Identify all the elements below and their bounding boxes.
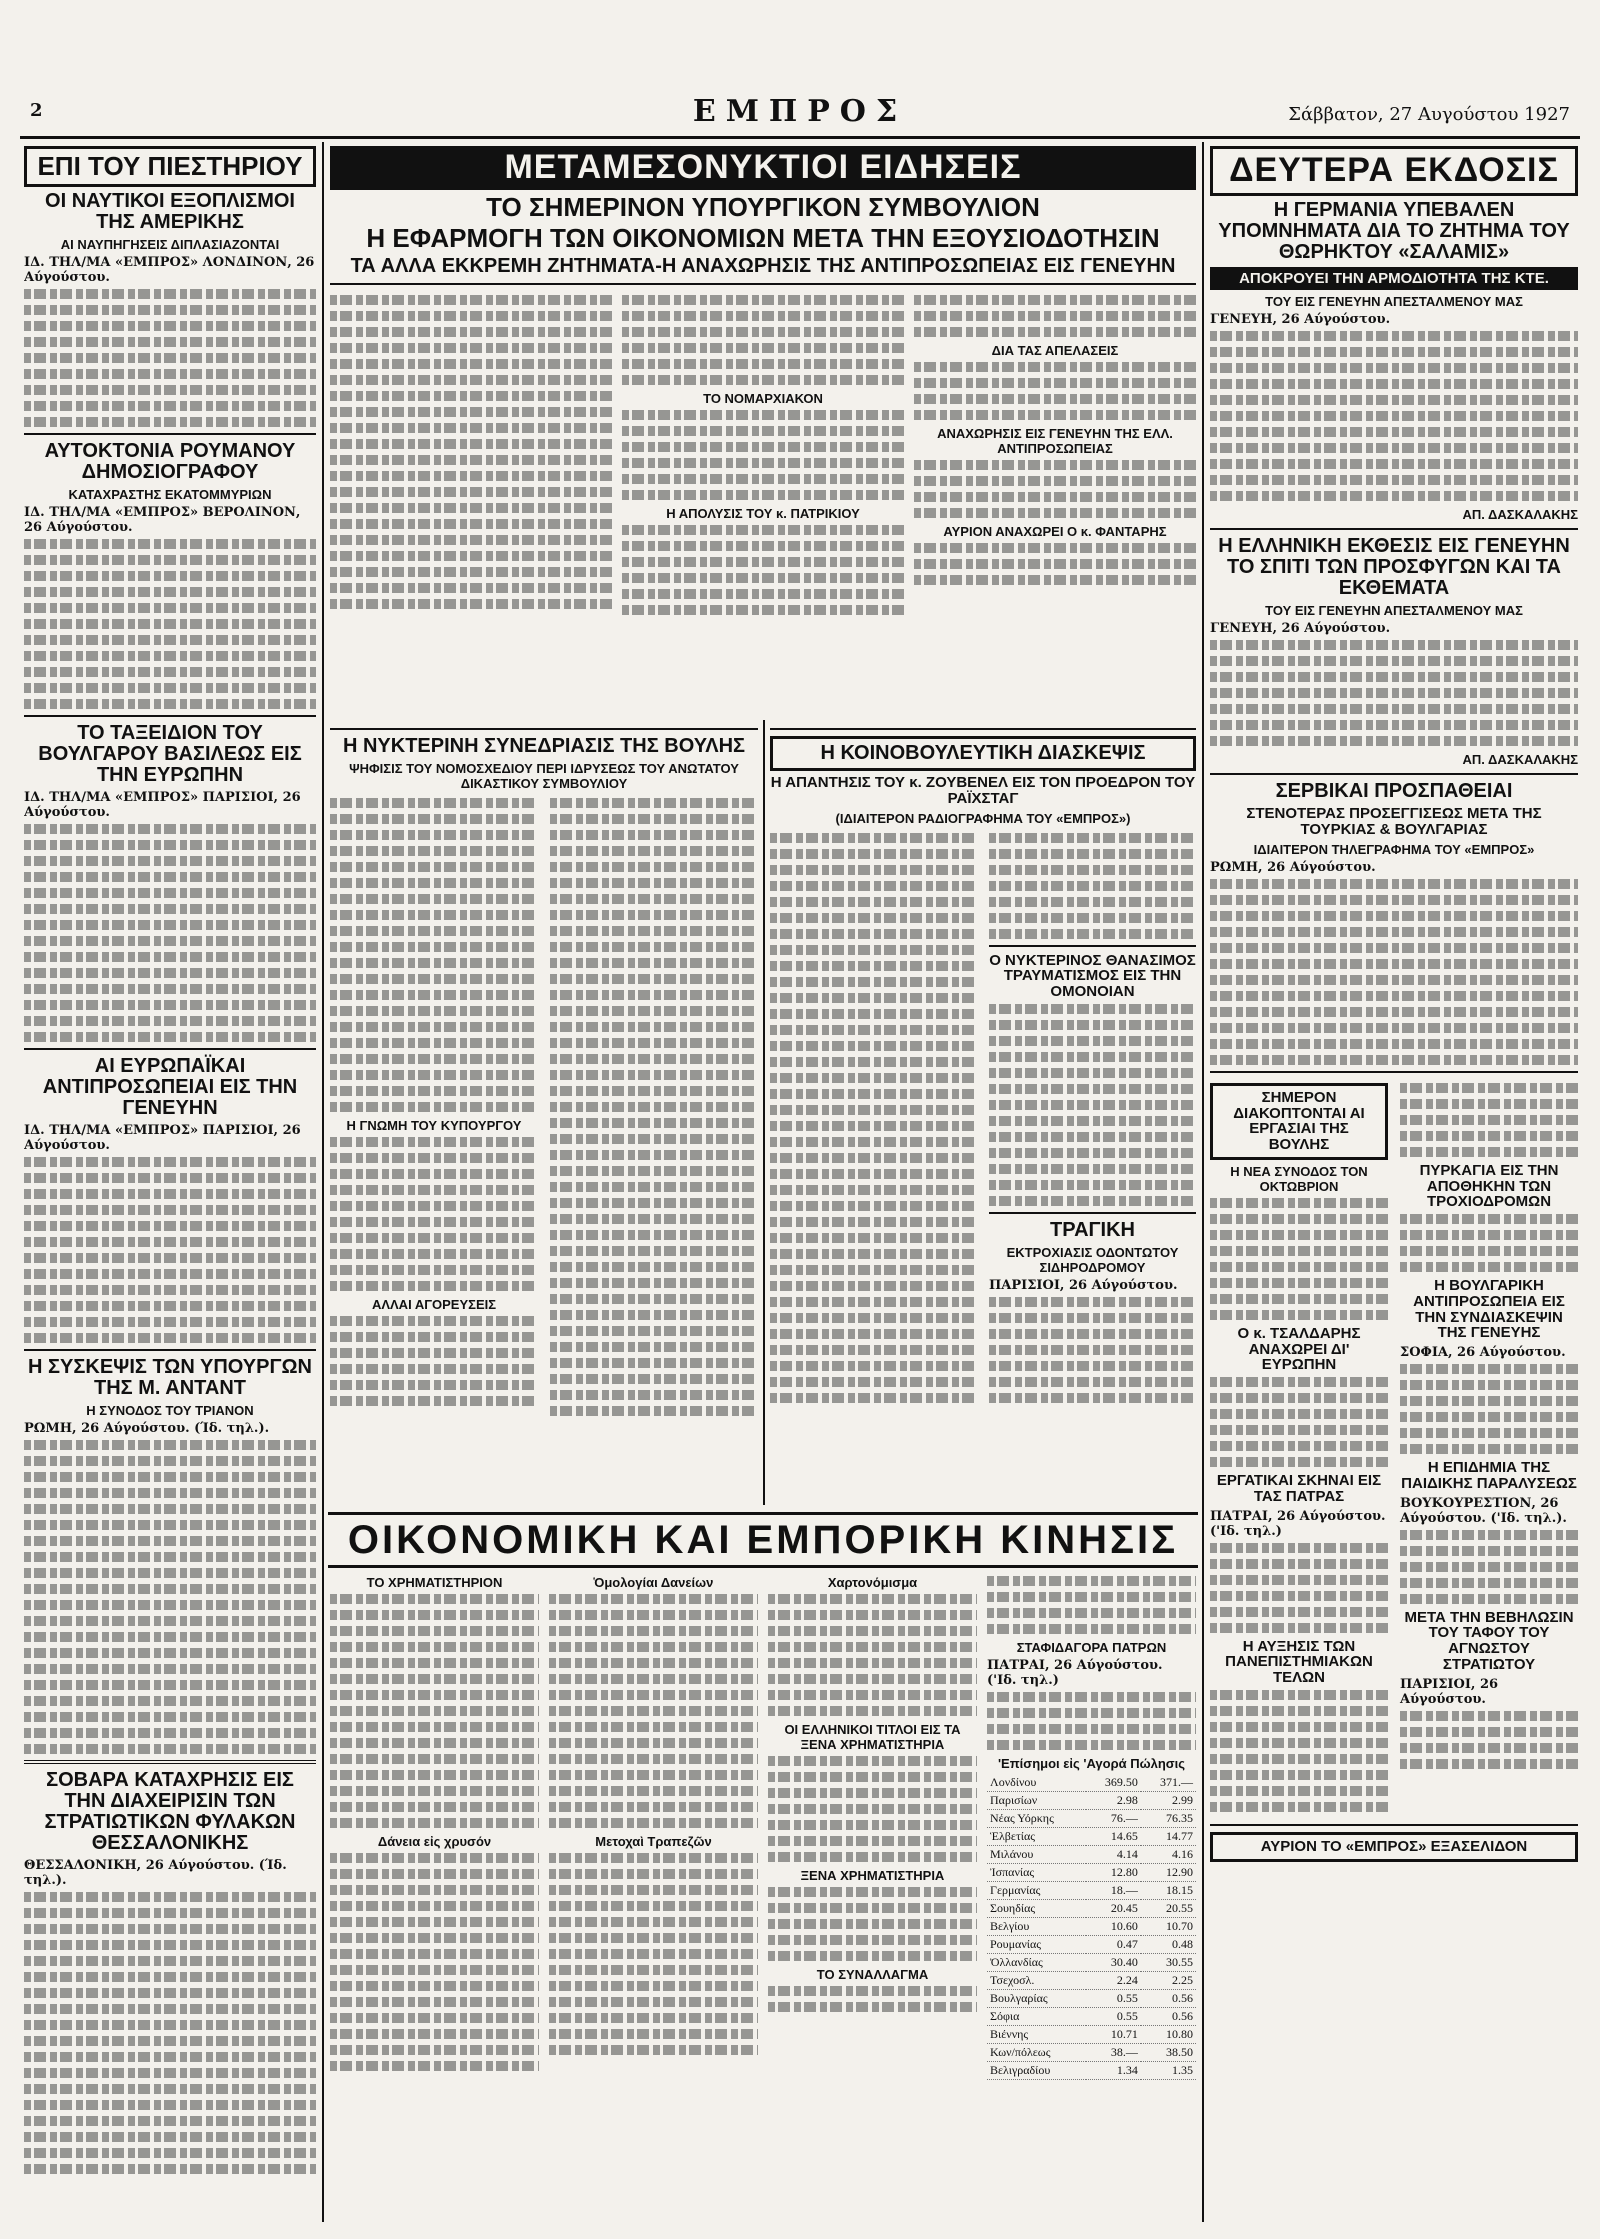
subhead-servikai: ΣΤΕΝΟΤΕΡΑΣ ΠΡΟΣΕΓΓΙΣΕΩΣ ΜΕΤΑ ΤΗΣ ΤΟΥΡΚΙΑΣ & ΒΟΥΛΓΑΡΙΑΣ bbox=[1246, 805, 1542, 839]
dateline-taxeidion: ΙΔ. ΤΗΛ/ΜΑ «ΕΜΠΡΟΣ» ΠΑΡΙΣΙΟΙ, 26 Αύγούστου. bbox=[24, 790, 301, 821]
headline-tragiki: ΤΡΑΓΙΚΗ bbox=[1050, 1218, 1135, 1241]
page-number: 2 bbox=[30, 100, 45, 121]
article-body bbox=[24, 539, 316, 709]
rate-row bbox=[987, 1828, 1196, 1846]
footer-promo: ΑΥΡΙΟΝ ΤΟ «ΕΜΠΡΟΣ» ΕΞΑΣΕΛΙΔΟΝ bbox=[1210, 1832, 1578, 1862]
subhead-alpha: Δάνεια εἰς χρυσόν bbox=[377, 1834, 492, 1849]
rate-cell: Τσεχοσλ. bbox=[987, 1972, 1086, 1990]
rate-cell: 1.35 bbox=[1141, 2062, 1196, 2080]
subhead-agoreyseis: ΑΛΛΑΙ ΑΓΟΡΕΥΣΕΙΣ bbox=[371, 1297, 497, 1312]
headline-taxeidion: ΤΟ ΤΑΞΕΙΔΙΟΝ ΤΟΥ ΒΟΥΛΓΑΡΟΥ ΒΑΣΙΛΕΩΣ ΕΙΣ ΤΗΝ ΕΥΡΩΠΗΝ bbox=[38, 722, 302, 787]
subhead-nomarxiakon: ΤΟ ΝΟΜΑΡΧΙΑΚΟΝ bbox=[703, 391, 823, 407]
headline-syskepsis: Η ΣΥΣΚΕΨΙΣ ΤΩΝ ΥΠΟΥΡΓΩΝ ΤΗΣ Μ. ΑΝΤΑΝΤ bbox=[28, 1356, 312, 1400]
subhead-diakoptontai: Η ΝΕΑ ΣΥΝΟΔΟΣ ΤΟΝ ΟΚΤΩΒΡΙΟΝ bbox=[1230, 1163, 1368, 1194]
rate-row bbox=[987, 1936, 1196, 1954]
rate-cell: 2.99 bbox=[1141, 1792, 1196, 1810]
rate-cell: Λονδίνου bbox=[987, 1774, 1086, 1792]
rate-cell: 38.— bbox=[1086, 2044, 1141, 2062]
rate-cell: Σουηδίας bbox=[987, 1900, 1086, 1918]
dateline-vevilosis: ΠΑΡΙΣΙΟΙ, 26 Αύγούστου. bbox=[1400, 1676, 1499, 1707]
headline-sovara: ΣΟΒΑΡΑ ΚΑΤΑΧΡΗΣΙΣ ΕΙΣ ΤΗΝ ΔΙΑΧΕΙΡΙΣΙΝ ΤΩΝ ΣΤΡΑΤΙΩΤΙΚΩΝ ΦΥΛΑΚΩΝ ΘΕΣΣΑΛΟΝΙΚΗΣ bbox=[44, 1769, 296, 1855]
headline-ayxisis: Η ΑΥΞΗΣΙΣ ΤΩΝ ΠΑΝΕΠΙΣΤΗΜΙΑΚΩΝ ΤΕΛΩΝ bbox=[1225, 1637, 1373, 1687]
headline-xena: ΞΕΝΑ ΧΡΗΜΑΤΙΣΤΗΡΙΑ bbox=[800, 1868, 945, 1883]
rate-row bbox=[987, 1864, 1196, 1882]
source-ekthesis: ΤΟΥ ΕΙΣ ΓΕΝΕΥΗΝ ΑΠΕΣΤΑΛΜΕΝΟΥ ΜΑΣ bbox=[1265, 603, 1523, 619]
rate-cell: 38.50 bbox=[1141, 2044, 1196, 2062]
source-servikai: ΙΔΙΑΙΤΕΡΟΝ ΤΗΛΕΓΡΑΦΗΜΑ ΤΟΥ «ΕΜΠΡΟΣ» bbox=[1253, 841, 1535, 857]
headline-germania: Η ΓΕΡΜΑΝΙΑ ΥΠΕΒΑΛΕΝ ΥΠΟΜΝΗΜΑΤΑ ΔΙΑ ΤΟ ΖΗΤΗΜΑ ΤΟΥ ΘΩΡΗΚΤΟΥ «ΣΑΛΑΜΙΣ» bbox=[1218, 198, 1570, 263]
dateline-epidimia: ΒΟΥΚΟΥΡΕΣΤΙΟΝ, 26 Αύγούστου. ('Ιδ. τηλ.). bbox=[1400, 1495, 1567, 1526]
column-rule bbox=[763, 720, 765, 1505]
rate-cell: 18.— bbox=[1086, 1882, 1141, 1900]
paper-title: ΕΜΠΡΟΣ bbox=[692, 94, 908, 129]
headline-diakoptontai: ΣΗΜΕΡΟΝ ΔΙΑΚΟΠΤΟΝΤΑΙ ΑΙ ΕΡΓΑΣΙΑΙ ΤΗΣ ΒΟΥΛΗΣ bbox=[1210, 1083, 1388, 1160]
dateline-naytikoi: ΙΔ. ΤΗΛ/ΜΑ «ΕΜΠΡΟΣ» ΛΟΝΔΙΝΟΝ, 26 Αύγούστου. bbox=[24, 255, 315, 286]
rate-cell: Βουλγαρίας bbox=[987, 1990, 1086, 2008]
rate-cell: 4.14 bbox=[1086, 1846, 1141, 1864]
rate-cell: Μιλάνου bbox=[987, 1846, 1086, 1864]
right-column bbox=[1210, 142, 1578, 2222]
masthead bbox=[20, 94, 1580, 139]
subhead-gnomi: Η ΓΝΩΜΗ ΤΟΥ ΚΥΠΟΥΡΓΟΥ bbox=[346, 1118, 522, 1133]
signature-daskalakis: ΑΠ. ΔΑΣΚΑΛΑΚΗΣ bbox=[1462, 507, 1578, 523]
rate-row bbox=[987, 1774, 1196, 1792]
rate-cell: Ρουμανίας bbox=[987, 1936, 1086, 1954]
rate-cell: 0.48 bbox=[1141, 1936, 1196, 1954]
rate-row bbox=[987, 1918, 1196, 1936]
rate-cell: 0.55 bbox=[1086, 1990, 1141, 2008]
subhead-anaxorei: ΑΥΡΙΟΝ ΑΝΑΧΩΡΕΙ Ο κ. ΦΑΝΤΑΡΗΣ bbox=[943, 524, 1167, 540]
rate-row bbox=[987, 1810, 1196, 1828]
article-body bbox=[330, 295, 612, 609]
rate-cell: 371.— bbox=[1141, 1774, 1196, 1792]
rate-cell: 2.24 bbox=[1086, 1972, 1141, 1990]
issue-date: Σάββατον, 27 Αυγούστου 1927 bbox=[1288, 104, 1570, 125]
dateline-servikai: ΡΩΜΗ, 26 Αύγούστου. bbox=[1210, 859, 1376, 875]
dateline-eyropaikai: ΙΔ. ΤΗΛ/ΜΑ «ΕΜΠΡΟΣ» ΠΑΡΙΣΙΟΙ, 26 Αύγούστου. bbox=[24, 1123, 301, 1154]
subhead-xartonomisma: Χαρτονόμισμα bbox=[827, 1575, 918, 1590]
subhead-syskepsis: Η ΣΥΝΟΔΟΣ ΤΟΥ ΤΡΙΑΝΟΝ bbox=[86, 1403, 254, 1419]
headline-ekkremi: ΤΑ ΑΛΛΑ ΕΚΚΡΕΜΗ ΖΗΤΗΜΑΤΑ-Η ΑΝΑΧΩΡΗΣΙΣ ΤΗΣ ΑΝΤΙΠΡΟΣΩΠΕΙΑΣ ΕΙΣ ΓΕΝΕΥΗΝ bbox=[350, 255, 1176, 278]
rate-row bbox=[987, 1792, 1196, 1810]
headline-servikai: ΣΕΡΒΙΚΑΙ ΠΡΟΣΠΑΘΕΙΑΙ bbox=[1275, 780, 1513, 803]
rate-row bbox=[987, 2062, 1196, 2080]
article-columns bbox=[330, 291, 1196, 621]
headline-epidimia: Η ΕΠΙΔΗΜΙΑ ΤΗΣ ΠΑΙΔΙΚΗΣ ΠΑΡΑΛΥΣΕΩΣ bbox=[1401, 1459, 1577, 1492]
banner-metamesonyktioi: ΜΕΤΑΜΕΣΟΝΥΚΤΙΟΙ ΕΙΔΗΣΕΙΣ bbox=[330, 146, 1196, 190]
source-germania: ΤΟΥ ΕΙΣ ΓΕΝΕΥΗΝ ΑΠΕΣΤΑΛΜΕΝΟΥ ΜΑΣ bbox=[1265, 294, 1523, 310]
rate-cell: 10.71 bbox=[1086, 2026, 1141, 2044]
rate-cell: Ἰσπανίας bbox=[987, 1864, 1086, 1882]
subhead-omologiai: Ὁμολογίαι Δανείων bbox=[593, 1575, 714, 1590]
headline-eyropaikai: ΑΙ ΕΥΡΩΠΑΪΚΑΙ ΑΝΤΙΠΡΟΣΩΠΕΙΑΙ ΕΙΣ ΤΗΝ ΓΕΝΕΥΗΝ bbox=[42, 1055, 298, 1120]
rate-cell: 76.— bbox=[1086, 1810, 1141, 1828]
subhead-aytoktonia: ΚΑΤΑΧΡΑΣΤΗΣ ΕΚΑΤΟΜΜΥΡΙΩΝ bbox=[68, 487, 272, 503]
rate-row bbox=[987, 2026, 1196, 2044]
rate-cell: 14.65 bbox=[1086, 1828, 1141, 1846]
rate-row bbox=[987, 2044, 1196, 2062]
banner-oikonomiki: ΟΙΚΟΝΟΜΙΚΗ ΚΑΙ ΕΜΠΟΡΙΚΗ ΚΙΝΗΣΙΣ bbox=[328, 1512, 1198, 1568]
rate-cell: 0.47 bbox=[1086, 1936, 1141, 1954]
headline-aytoktonia: ΑΥΤΟΚΤΟΝΙΑ ΡΟΥΜΑΝΟΥ ΔΗΜΟΣΙΟΓΡΑΦΟΥ bbox=[44, 440, 296, 484]
headline-ellinikoi: ΟΙ ΕΛΛΗΝΙΚΟΙ ΤΙΤΛΟΙ ΕΙΣ ΤΑ ΞΕΝΑ ΧΡΗΜΑΤΙΣΤΗΡΙΑ bbox=[784, 1722, 961, 1752]
subhead-naytikoi: ΑΙ ΝΑΥΠΗΓΗΣΕΙΣ ΔΙΠΛΑΣΙΑΖΟΝΤΑΙ bbox=[60, 237, 280, 253]
rate-cell: Βελιγραδίου bbox=[987, 2062, 1086, 2080]
rate-row bbox=[987, 1900, 1196, 1918]
headline-thanasimos: Ο ΝΥΚΤΕΡΙΝΟΣ ΘΑΝΑΣΙΜΟΣ ΤΡΑΥΜΑΤΙΣΜΟΣ ΕΙΣ ΤΗΝ ΟΜΟΝΟΙΑΝ bbox=[989, 951, 1196, 1000]
economy-section bbox=[330, 1572, 1196, 2222]
subhead-koinovouleytiki: Η ΑΠΑΝΤΗΣΙΣ ΤΟΥ κ. ΖΟΥΒΕΝΕΛ ΕΙΣ ΤΟΝ ΠΡΟΕΔΡΟΝ ΤΟΥ ΡΑΪΧΣΤΑΓ bbox=[770, 774, 1196, 807]
rate-row bbox=[987, 1972, 1196, 1990]
rate-cell: 1.34 bbox=[1086, 2062, 1141, 2080]
dateline-syskepsis: ΡΩΜΗ, 26 Αύγούστου. (Ίδ. τηλ.). bbox=[24, 1421, 270, 1437]
rate-cell: Ὀλλανδίας bbox=[987, 1954, 1086, 1972]
rate-cell: 12.90 bbox=[1141, 1864, 1196, 1882]
rate-cell: 0.55 bbox=[1086, 2008, 1141, 2026]
subhead-apoluseis: Η ΑΠΟΛΥΣΙΣ ΤΟΥ κ. ΠΑΤΡΙΚΙΟΥ bbox=[666, 506, 860, 522]
dateline-aytoktonia: ΙΔ. ΤΗΛ/ΜΑ «ΕΜΠΡΟΣ» ΒΕΡΟΛΙΝΟΝ, 26 Αύγούστου. bbox=[24, 505, 301, 536]
subhead-anaxorisis: ΑΝΑΧΩΡΗΣΙΣ ΕΙΣ ΓΕΝΕΥΗΝ ΤΗΣ ΕΛΛ. ΑΝΤΙΠΡΟΣΩΠΕΙΑΣ bbox=[937, 426, 1173, 457]
rate-cell: Νέας Υόρκης bbox=[987, 1810, 1086, 1828]
column-rule bbox=[1202, 142, 1204, 2222]
headline-koinovouleytiki: Η ΚΟΙΝΟΒΟΥΛΕΥΤΙΚΗ ΔΙΑΣΚΕΨΙΣ bbox=[770, 736, 1196, 771]
rate-cell: 10.80 bbox=[1141, 2026, 1196, 2044]
rate-cell: 2.98 bbox=[1086, 1792, 1141, 1810]
headline-ergatikai: ΕΡΓΑΤΙΚΑΙ ΣΚΗΝΑΙ ΕΙΣ ΤΑΣ ΠΑΤΡΑΣ bbox=[1216, 1472, 1382, 1505]
rate-cell: Βιέννης bbox=[987, 2026, 1086, 2044]
subhead-nykterini: ΨΗΦΙΣΙΣ ΤΟΥ ΝΟΜΟΣΧΕΔΙΟΥ ΠΕΡΙ ΙΔΡΥΣΕΩΣ ΤΟΥ ΑΝΩΤΑΤΟΥ ΔΙΚΑΣΤΙΚΟΥ ΣΥΜΒΟΥΛΙΟΥ bbox=[349, 761, 739, 791]
rate-cell: 76.35 bbox=[1141, 1810, 1196, 1828]
center-left bbox=[330, 722, 758, 1507]
dateline-tragiki: ΠΑΡΙΣΙΟΙ, 26 Αύγούστου. bbox=[989, 1277, 1178, 1293]
dateline-ergatikai: ΠΑΤΡΑΙ, 26 Αύγούστου. ('Ιδ. τηλ.) bbox=[1210, 1508, 1386, 1539]
article-body bbox=[24, 1440, 316, 1754]
rate-cell: 0.56 bbox=[1141, 2008, 1196, 2026]
rate-cell: 10.60 bbox=[1086, 1918, 1141, 1936]
headline-naytikoi: ΟΙ ΝΑΥΤΙΚΟΙ ΕΞΟΠΛΙΣΜΟΙ ΤΗΣ ΑΜΕΡΙΚΗΣ bbox=[45, 190, 295, 234]
rate-cell: Βελγίου bbox=[987, 1918, 1086, 1936]
subhead-tragiki: ΕΚΤΡΟΧΙΑΣΙΣ ΟΔΟΝΤΩΤΟΥ ΣΙΔΗΡΟΔΡΟΜΟΥ bbox=[1006, 1244, 1179, 1275]
rate-cell: Σόφια bbox=[987, 2008, 1086, 2026]
rate-cell: 20.45 bbox=[1086, 1900, 1141, 1918]
center-right bbox=[770, 722, 1196, 1507]
dateline-staphidagora: ΠΑΤΡΑΙ, 26 Αύγούστου. ('Ιδ. τηλ.) bbox=[987, 1658, 1163, 1688]
center-top bbox=[330, 142, 1196, 722]
subhead-staphidagora: ΣΤΑΦΙΔΑΓΟΡΑ ΠΑΤΡΩΝ bbox=[1016, 1640, 1167, 1655]
rate-cell: 10.70 bbox=[1141, 1918, 1196, 1936]
subhead-apelaseis: ΔΙΑ ΤΑΣ ΑΠΕΛΑΣΕΙΣ bbox=[991, 343, 1119, 359]
rate-cell: 30.55 bbox=[1141, 1954, 1196, 1972]
left-column bbox=[24, 142, 316, 2222]
article-body bbox=[24, 1157, 316, 1343]
rate-row bbox=[987, 1990, 1196, 2008]
rate-cell: 2.25 bbox=[1141, 1972, 1196, 1990]
column-rule bbox=[322, 142, 324, 2222]
headline-symvoulion: ΤΟ ΣΗΜΕΡΙΝΟΝ ΥΠΟΥΡΓΙΚΟΝ ΣΥΜΒΟΥΛΙΟΝ bbox=[486, 191, 1040, 222]
rate-cell: 14.77 bbox=[1141, 1828, 1196, 1846]
dateline-germania: ΓΕΝΕΥΗ, 26 Αύγούστου. bbox=[1210, 312, 1391, 328]
headline-xrimatistirion: ΤΟ ΧΡΗΜΑΤΙΣΤΗΡΙΟΝ bbox=[366, 1575, 503, 1590]
rate-cell: Ἑλβετίας bbox=[987, 1828, 1086, 1846]
rate-row bbox=[987, 1882, 1196, 1900]
article-body bbox=[24, 824, 316, 1042]
exchange-rates-table bbox=[987, 1774, 1196, 2080]
headline-voulgariki: Η ΒΟΥΛΓΑΡΙΚΗ ΑΝΤΙΠΡΟΣΩΠΕΙΑ ΕΙΣ ΤΗΝ ΣΥΝΔΙΑΣΚΕΨΙΝ ΤΗΣ ΓΕΝΕΥΗΣ bbox=[1413, 1277, 1565, 1342]
rate-row bbox=[987, 1846, 1196, 1864]
article-body bbox=[24, 1892, 316, 2174]
headline-synallagma: ΤΟ ΣΥΝΑΛΛΑΓΜΑ bbox=[816, 1967, 929, 1982]
rate-cell: Παρισίων bbox=[987, 1792, 1086, 1810]
headline-pyrkagia: ΠΥΡΚΑΓΙΑ ΕΙΣ ΤΗΝ ΑΠΟΘΗΚΗΝ ΤΩΝ ΤΡΟΧΙΟΔΡΟΜΩΝ bbox=[1419, 1161, 1559, 1211]
signature-daskalakis: ΑΠ. ΔΑΣΚΑΛΑΚΗΣ bbox=[1462, 752, 1578, 768]
article-body bbox=[24, 289, 316, 427]
dateline-ekthesis: ΓΕΝΕΥΗ, 26 Αύγούστου. bbox=[1210, 621, 1391, 637]
rate-row bbox=[987, 1954, 1196, 1972]
rate-cell: 20.55 bbox=[1141, 1900, 1196, 1918]
headline-rates-table: 'Επίσημοι εἰς 'Αγορά Πώλησις bbox=[997, 1756, 1186, 1771]
rate-cell: 12.80 bbox=[1086, 1864, 1141, 1882]
rate-cell: 4.16 bbox=[1141, 1846, 1196, 1864]
headline-nykterini: Η ΝΥΚΤΕΡΙΝΗ ΣΥΝΕΔΡΙΑΣΙΣ ΤΗΣ ΒΟΥΛΗΣ bbox=[342, 735, 746, 757]
subhead-metoxai: Μετοχαὶ Τραπεζῶν bbox=[595, 1834, 712, 1849]
rate-row bbox=[987, 2008, 1196, 2026]
rate-cell: 0.56 bbox=[1141, 1990, 1196, 2008]
headline-efarmogi: Η ΕΦΑΡΜΟΓΗ ΤΩΝ ΟΙΚΟΝΟΜΙΩΝ ΜΕΤΑ ΤΗΝ ΕΞΟΥΣΙΟΔΟΤΗΣΙΝ bbox=[366, 222, 1160, 253]
headline-tsaldaris: Ο κ. ΤΣΑΛΔΑΡΗΣ ΑΝΑΧΩΡΕΙ ΔΙ' ΕΥΡΩΠΗΝ bbox=[1237, 1324, 1361, 1374]
rate-cell: Κων/πόλεως bbox=[987, 2044, 1086, 2062]
headline-pistirio: ΕΠΙ ΤΟΥ ΠΙΕΣΤΗΡΙΟΥ bbox=[24, 146, 316, 187]
subhead-germania: ΑΠΟΚΡΟΥΕΙ ΤΗΝ ΑΡΜΟΔΙΟΤΗΤΑ ΤΗΣ ΚΤΕ. bbox=[1210, 267, 1578, 291]
rate-cell: 369.50 bbox=[1086, 1774, 1141, 1792]
headline-ekthesis: Η ΕΛΛΗΝΙΚΗ ΕΚΘΕΣΙΣ ΕΙΣ ΓΕΝΕΥΗΝ ΤΟ ΣΠΙΤΙ ΤΩΝ ΠΡΟΣΦΥΓΩΝ ΚΑΙ ΤΑ ΕΚΘΕΜΑΤΑ bbox=[1218, 535, 1570, 600]
dateline-koinovouleytiki: (ΙΔΙΑΙΤΕΡΟΝ ΡΑΔΙΟΓΡΑΦΗΜΑ ΤΟΥ «ΕΜΠΡΟΣ») bbox=[835, 810, 1131, 826]
article-body bbox=[770, 833, 977, 1403]
rate-cell: 30.40 bbox=[1086, 1954, 1141, 1972]
rate-cell: Γερμανίας bbox=[987, 1882, 1086, 1900]
dateline-voulgariki: ΣΟΦΙΑ, 26 Αύγούστου. bbox=[1400, 1345, 1566, 1361]
banner-deytera: ΔΕΥΤΕΡΑ ΕΚΔΟΣΙΣ bbox=[1210, 146, 1578, 196]
dateline-sovara: ΘΕΣΣΑΛΟΝΙΚΗ, 26 Αύγούστου. (Ίδ. τηλ.). bbox=[24, 1858, 287, 1889]
headline-vevilosis: ΜΕΤΑ ΤΗΝ ΒΕΒΗΛΩΣΙΝ ΤΟΥ ΤΑΦΟΥ ΤΟΥ ΑΓΝΩΣΤΟΥ ΣΤΡΑΤΙΩΤΟΥ bbox=[1404, 1608, 1574, 1673]
rate-cell: 18.15 bbox=[1141, 1882, 1196, 1900]
article-body bbox=[330, 798, 538, 1112]
